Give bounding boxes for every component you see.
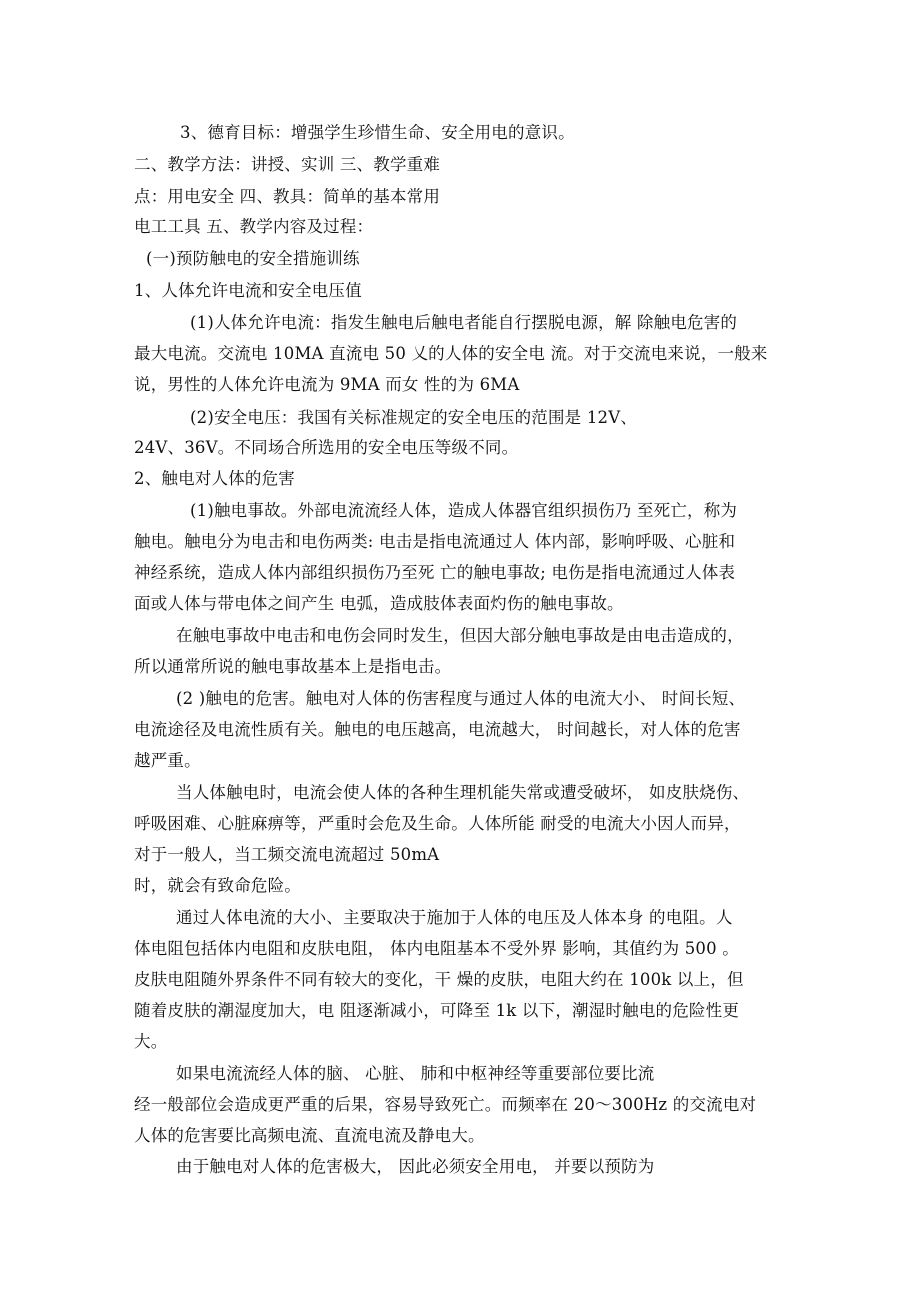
text-line: 面或人体与带电体之间产生 电弧，造成肢体表面灼伤的触电事故。 [134, 594, 624, 613]
section-heading: 2、触电对人体的危害 [134, 469, 295, 488]
text-line: 对于一般人，当工频交流电流超过 50mA [134, 845, 440, 864]
text-line: 由于触电对人体的危害极大， 因此必须安全用电， 并要以预防为 [176, 1157, 655, 1176]
text-line: 通过人体电流的大小、主要取决于施加于人体的电压及人体本身 的电阻。人 [176, 908, 733, 927]
text-line: 最大电流。交流电 10MA 直流电 50 乂的人体的安全电 流。对于交流电来说，一般来 [134, 344, 768, 363]
text-line: 时，就会有致命危险。 [134, 876, 301, 895]
text-line: 所以通常所说的触电事故基本上是指电击。 [134, 657, 452, 676]
text-line: 如果电流流经人体的脑、 心脏、 肺和中枢神经等重要部位要比流 [176, 1064, 655, 1083]
text-line: 电工工具 五、教学内容及过程： [134, 217, 374, 236]
text-line: 二、教学方法：讲授、实训 三、教学重难 [134, 155, 441, 174]
text-line: 越严重。 [134, 751, 201, 770]
text-line: 24V、36V。不同场合所选用的安全电压等级不同。 [134, 438, 519, 457]
text-line: 在触电事故中电击和电伤会同时发生，但因大部分触电事故是由电击造成的， [176, 626, 744, 645]
text-line: 体电阻包括体内电阻和皮肤电阻， 体内电阻基本不受外界 影响，其值约为 500 。 [134, 939, 739, 958]
text-line: (1)触电事故。外部电流流经人体，造成人体器官组织损伤乃 至死亡，称为 [190, 501, 738, 520]
section-heading: (一)预防触电的安全措施训练 [146, 249, 360, 268]
text-line: 随着皮肤的潮湿度加大，电 阻逐渐减小，可降至 1k 以下，潮湿时触电的危险性更 [134, 1001, 740, 1020]
text-line: (2 )触电的危害。触电对人体的伤害程度与通过人体的电流大小、 时间长短、 [176, 689, 746, 708]
text-line: 电流途径及电流性质有关。触电的电压越高，电流越大， 时间越长，对人体的危害 [134, 720, 741, 739]
text-line: (1)人体允许电流：指发生触电后触电者能自行摆脱电源，解 除触电危害的 [190, 313, 738, 332]
text-line: 人体的危害要比高频电流、直流电流及静电大。 [134, 1126, 485, 1145]
text-line: 神经系统，造成人体内部组织损伤乃至死 亡的触电事故; 电伤是指电流通过人体表 [134, 563, 736, 582]
text-line: (2)安全电压：我国有关标准规定的安全电压的范围是 12V、 [190, 408, 638, 427]
text-line: 经一般部位会造成更严重的后果，容易导致死亡。而频率在 20～300Hz 的交流电对 [134, 1095, 757, 1114]
text-line: 大。 [134, 1032, 168, 1051]
text-line: 说，男性的人体允许电流为 9MA 而女 性的为 6MA [134, 375, 520, 394]
text-line: 当人体触电时，电流会使人体的各种生理机能失常或遭受破坏， 如皮肤烧伤、 [176, 783, 750, 802]
text-line: 呼吸困难、心脏麻痹等，严重时会危及生命。人体所能 耐受的电流大小因人而异， [134, 814, 741, 833]
text-line: 点：用电安全 四、教具：简单的基本常用 [134, 187, 441, 206]
text-line: 3、德育目标：增强学生珍惜生命、安全用电的意识。 [180, 123, 575, 142]
section-heading: 1、人体允许电流和安全电压值 [134, 281, 362, 300]
text-line: 触电。触电分为电击和电伤两类: 电击是指电流通过人 体内部，影响呼吸、心脏和 [134, 532, 736, 551]
text-line: 皮肤电阻随外界条件不同有较大的变化，干 燥的皮肤，电阻大约在 100k 以上，但 [134, 970, 744, 989]
